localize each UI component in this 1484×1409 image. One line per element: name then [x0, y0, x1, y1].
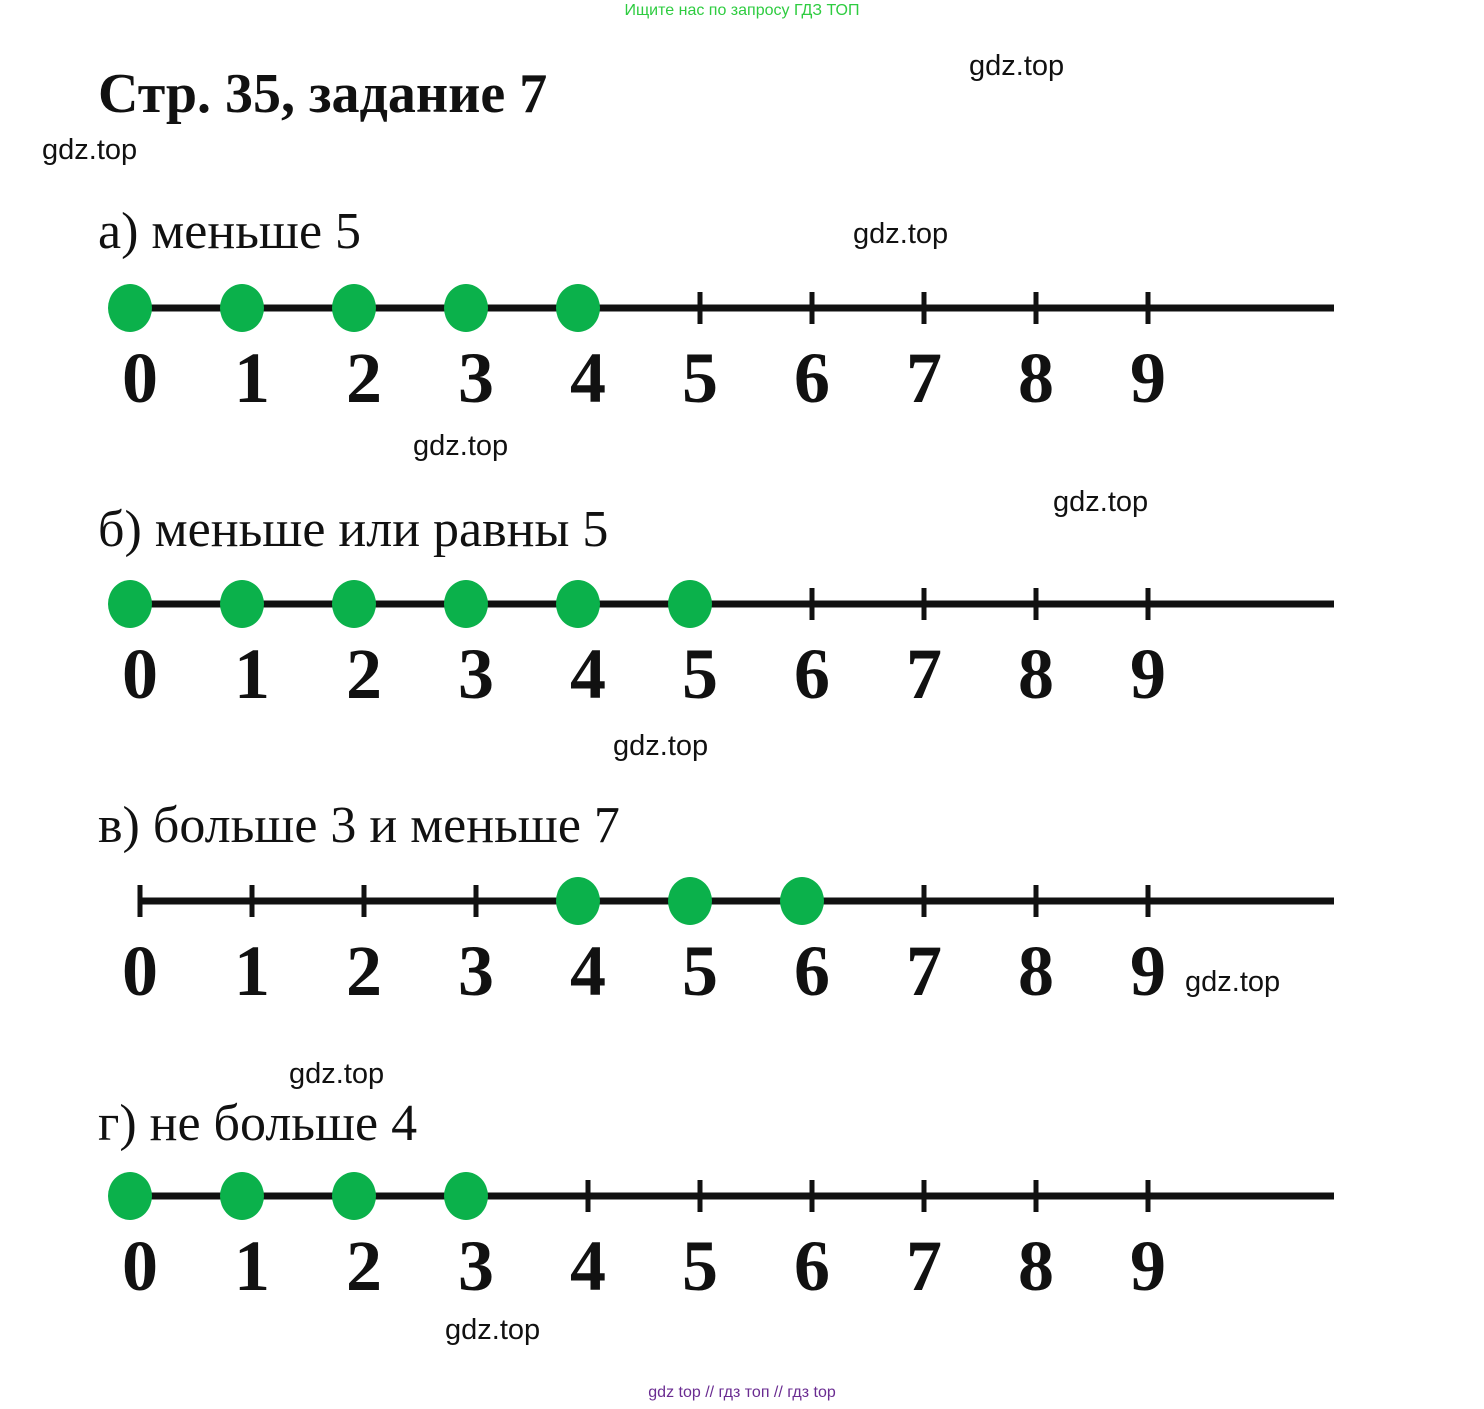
- number-line-b: [0, 568, 1484, 728]
- tick-label: 0: [122, 338, 158, 418]
- tick-label: 8: [1018, 338, 1054, 418]
- tick-label: 7: [906, 634, 942, 714]
- watermark: gdz.top: [613, 730, 709, 762]
- tick-label: 2: [346, 634, 382, 714]
- tick-label: 9: [1130, 634, 1166, 714]
- tick-label: 2: [346, 1226, 382, 1306]
- marked-point: [220, 1172, 264, 1220]
- marked-point: [444, 580, 488, 628]
- tick-label: 2: [346, 338, 382, 418]
- marked-point: [332, 580, 376, 628]
- tick-label: 8: [1018, 931, 1054, 1011]
- watermark: gdz.top: [445, 1314, 541, 1346]
- watermark: gdz.top: [853, 218, 949, 250]
- marked-point: [444, 1172, 488, 1220]
- marked-point: [108, 580, 152, 628]
- tick-label: 3: [458, 931, 494, 1011]
- tick-label: 1: [234, 338, 270, 418]
- marked-point: [220, 580, 264, 628]
- tick-label: 8: [1018, 1226, 1054, 1306]
- tick-label: 6: [794, 1226, 830, 1306]
- tick-label: 7: [906, 931, 942, 1011]
- watermark: gdz.top: [289, 1058, 385, 1090]
- task-c-label: в) больше 3 и меньше 7: [98, 797, 620, 854]
- tick-label: 5: [682, 338, 718, 418]
- tick-label: 4: [570, 338, 606, 418]
- marked-point: [556, 284, 600, 332]
- tick-label: 2: [346, 931, 382, 1011]
- marked-point: [220, 284, 264, 332]
- marked-point: [444, 284, 488, 332]
- task-b-label: б) меньше или равны 5: [98, 501, 609, 558]
- tick-label: 0: [122, 931, 158, 1011]
- watermark: gdz.top: [1053, 486, 1149, 518]
- task-d-label: г) не больше 4: [98, 1095, 418, 1152]
- tick-label: 9: [1130, 931, 1166, 1011]
- tick-label: 3: [458, 1226, 494, 1306]
- tick-label: 3: [458, 634, 494, 714]
- search-banner[interactable]: Ищите нас по запросу ГДЗ ТОП: [624, 2, 860, 19]
- number-line-c: [0, 865, 1484, 1025]
- tick-label: 7: [906, 338, 942, 418]
- tick-label: 4: [570, 634, 606, 714]
- watermark: gdz.top: [42, 134, 138, 166]
- number-line-a: [0, 272, 1484, 432]
- watermark: gdz.top: [413, 430, 509, 462]
- tick-label: 5: [682, 931, 718, 1011]
- tick-label: 1: [234, 931, 270, 1011]
- tick-label: 6: [794, 634, 830, 714]
- marked-point: [668, 877, 712, 925]
- tick-label: 6: [794, 338, 830, 418]
- marked-point: [556, 877, 600, 925]
- tick-label: 5: [682, 634, 718, 714]
- marked-point: [108, 284, 152, 332]
- tick-label: 4: [570, 931, 606, 1011]
- tick-label: 8: [1018, 634, 1054, 714]
- tick-label: 1: [234, 1226, 270, 1306]
- tick-label: 0: [122, 634, 158, 714]
- marked-point: [108, 1172, 152, 1220]
- watermark: gdz.top: [969, 50, 1065, 82]
- tick-label: 5: [682, 1226, 718, 1306]
- watermark: gdz.top: [1185, 966, 1281, 998]
- tick-label: 1: [234, 634, 270, 714]
- tick-label: 4: [570, 1226, 606, 1306]
- tick-label: 3: [458, 338, 494, 418]
- tick-label: 9: [1130, 1226, 1166, 1306]
- marked-point: [556, 580, 600, 628]
- task-a-label: а) меньше 5: [98, 203, 362, 260]
- page-title: Стр. 35, задание 7: [98, 63, 548, 125]
- marked-point: [332, 284, 376, 332]
- marked-point: [332, 1172, 376, 1220]
- tick-label: 0: [122, 1226, 158, 1306]
- tick-label: 6: [794, 931, 830, 1011]
- footer-links[interactable]: gdz top // гдз топ // гдз top: [648, 1384, 836, 1401]
- number-line-d: [0, 1160, 1484, 1320]
- tick-label: 7: [906, 1226, 942, 1306]
- marked-point: [780, 877, 824, 925]
- marked-point: [668, 580, 712, 628]
- tick-label: 9: [1130, 338, 1166, 418]
